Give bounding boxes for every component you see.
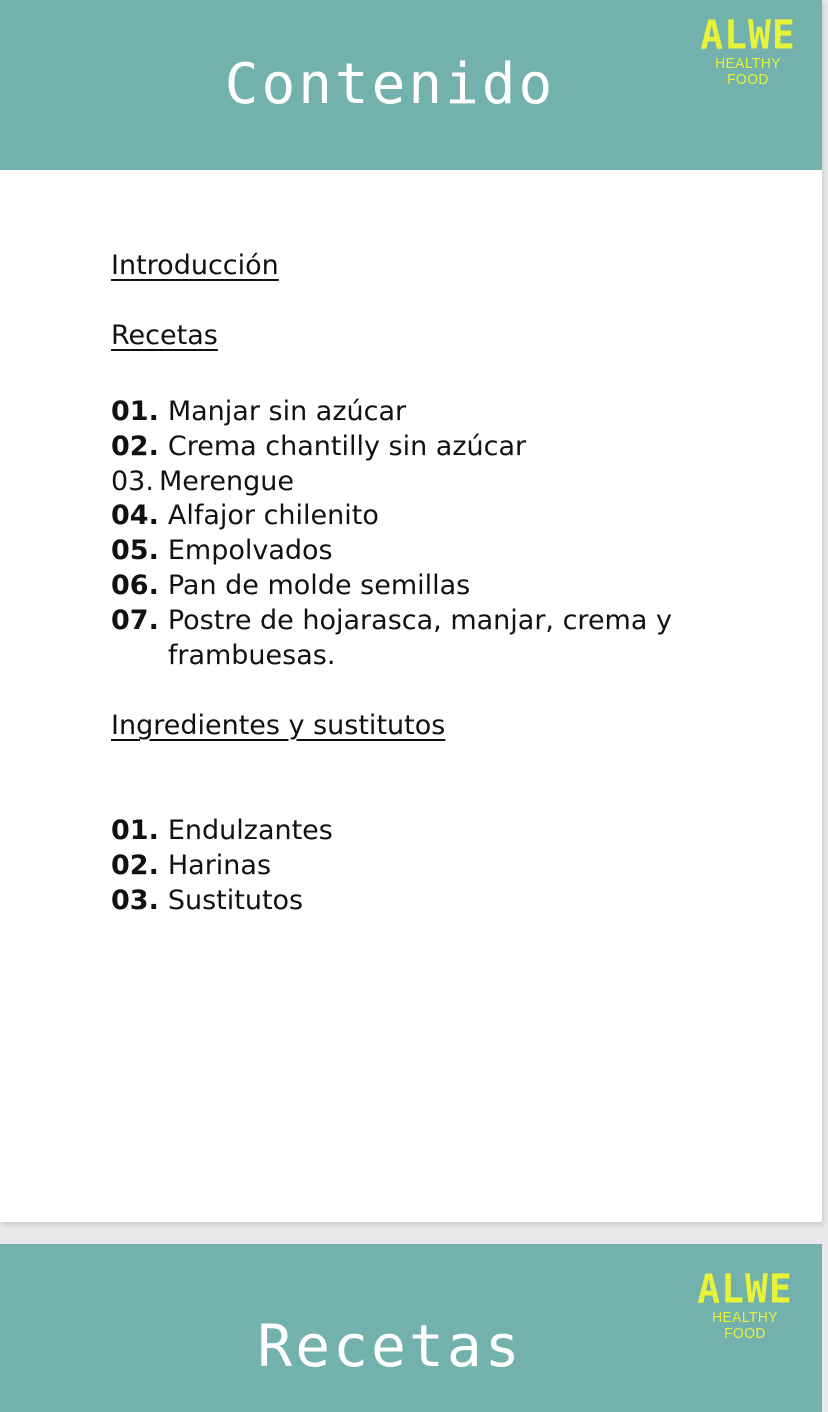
list-item[interactable] [111,430,688,465]
list-item[interactable] [111,395,688,430]
item-number: 04. [111,500,159,532]
list-item[interactable] [111,569,688,604]
item-number: 01. [111,815,159,846]
page-title: Contenido [224,52,556,117]
item-label: Merengue [158,465,294,497]
logo-subtitle: HEALTHY FOOD [712,1309,778,1342]
item-label: Endulzantes [167,815,333,846]
recipes-list [111,395,688,673]
brand-logo [685,1265,805,1342]
item-number: 02. [111,849,159,881]
brand-logo [688,11,808,88]
item-number: 03. [111,884,159,916]
logo-mark: ALWE [700,11,796,59]
list-item[interactable] [111,499,688,534]
list-item[interactable] [111,849,333,884]
item-number: 01. [111,396,159,427]
list-item[interactable] [111,814,333,849]
item-label: Harinas [167,849,272,881]
toc-recipes-heading[interactable]: Recetas [111,320,218,351]
recipes-page [0,1244,822,1412]
item-label: Manjar sin azúcar [167,396,407,427]
item-number: 07. [111,604,159,636]
item-label: Pan de molde semillas [167,569,471,601]
item-number: 05. [111,535,159,567]
page-header [0,1244,822,1412]
list-item[interactable] [111,465,688,500]
page-header [0,0,822,170]
item-label: Sustitutos [167,884,304,916]
list-item[interactable] [111,884,333,919]
list-item[interactable] [111,534,688,569]
toc-introduction[interactable]: Introducción [111,250,279,281]
item-number: 02. [111,430,159,462]
item-label: Alfajor chilenito [167,500,379,532]
item-number: 06. [111,569,159,601]
page-title: Recetas [257,1312,523,1380]
item-label: Postre de hojarasca, manjar, crema y frambuesas. [167,604,672,671]
logo-subtitle: HEALTHY FOOD [715,55,781,88]
item-label: Empolvados [167,535,333,567]
item-number: 03. [111,465,154,497]
ingredients-list [111,814,333,918]
logo-mark: ALWE [697,1265,793,1313]
toc-ingredients-heading[interactable]: Ingredientes y sustitutos [111,710,446,741]
item-label: Crema chantilly sin azúcar [167,430,527,462]
list-item[interactable] [111,604,688,674]
